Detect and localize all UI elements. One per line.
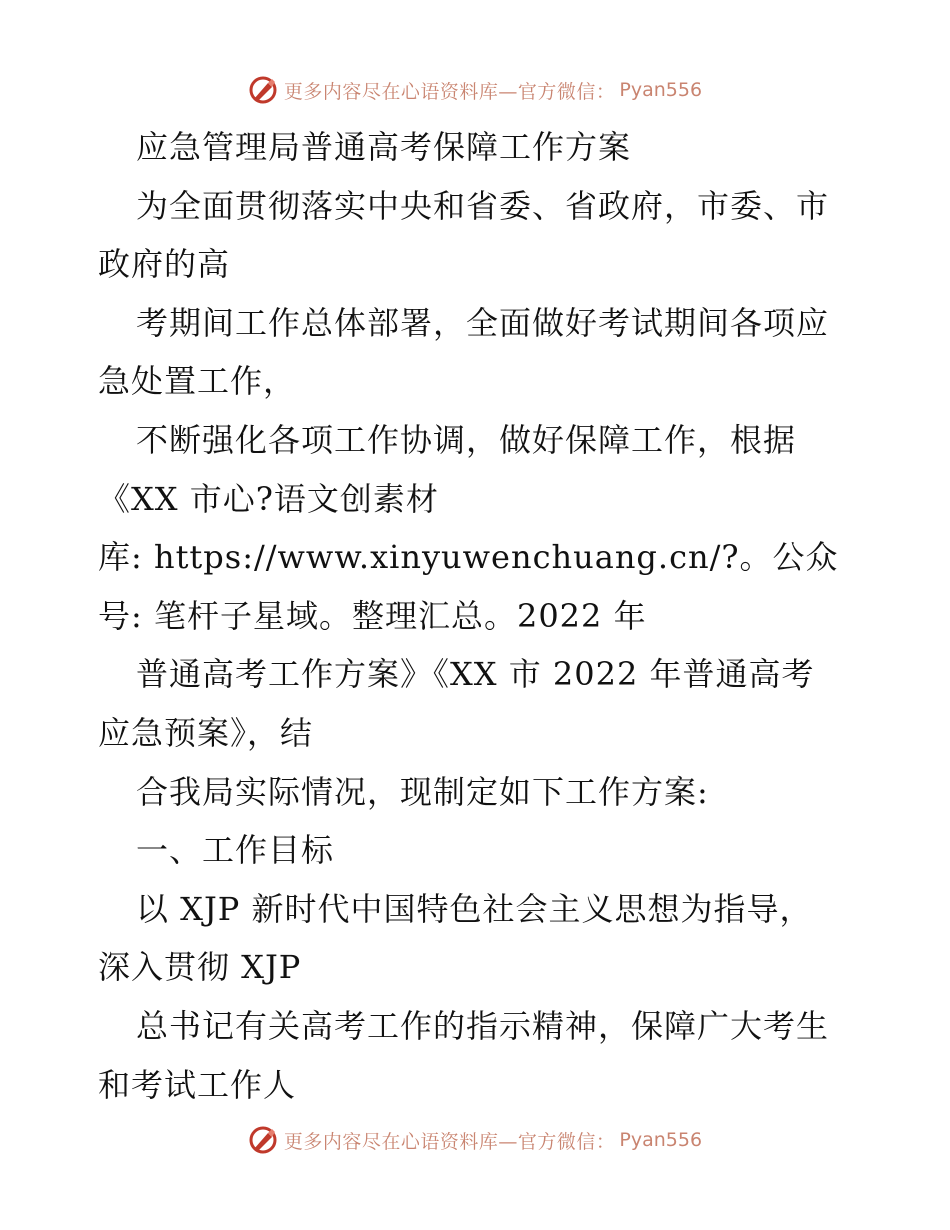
banner-text: 更多内容尽在心语资料库—官方微信： — [283, 80, 616, 103]
pen-logo-icon — [248, 75, 278, 105]
pen-logo-icon — [248, 1125, 278, 1155]
document-line: 总书记有关高考工作的指示精神，保障广大考生 — [136, 1006, 830, 1045]
document-line: 和考试工作人 — [98, 1065, 297, 1104]
document-line: 为全面贯彻落实中央和省委、省政府，市委、市 — [136, 186, 830, 225]
document-line: 应急预案》，结 — [98, 713, 314, 752]
document-line: 政府的高 — [98, 245, 231, 284]
banner-text: 更多内容尽在心语资料库—官方微信： — [283, 1130, 616, 1153]
document-line: 库: https://www.xinyuwenchuang.cn/?。公众 — [98, 538, 839, 577]
document-line: 一、工作目标 — [136, 831, 335, 870]
document-line: 考期间工作总体部署，全面做好考试期间各项应 — [136, 303, 830, 342]
document-line: 《XX 市心?语文创素材 — [98, 479, 439, 518]
document-body — [98, 118, 858, 1114]
footer-banner — [0, 1120, 950, 1160]
document-line: 以 XJP 新时代中国特色社会主义思想为指导， — [136, 889, 813, 928]
wechat-id: Pyan556 — [619, 79, 703, 101]
document-line: 不断强化各项工作协调，做好保障工作，根据 — [136, 420, 797, 459]
document-line: 号: 笔杆子星域。整理汇总。2022 年 — [98, 596, 647, 635]
document-line: 急处置工作， — [98, 362, 297, 401]
document-line: 应急管理局普通高考保障工作方案 — [136, 128, 632, 166]
wechat-id: Pyan556 — [619, 1129, 703, 1151]
header-banner — [0, 70, 950, 110]
document-line: 普通高考工作方案》《XX 市 2022 年普通高考 — [136, 655, 815, 694]
document-line: 深入贯彻 XJP — [98, 948, 302, 987]
document-line: 合我局实际情况，现制定如下工作方案: — [136, 772, 709, 811]
